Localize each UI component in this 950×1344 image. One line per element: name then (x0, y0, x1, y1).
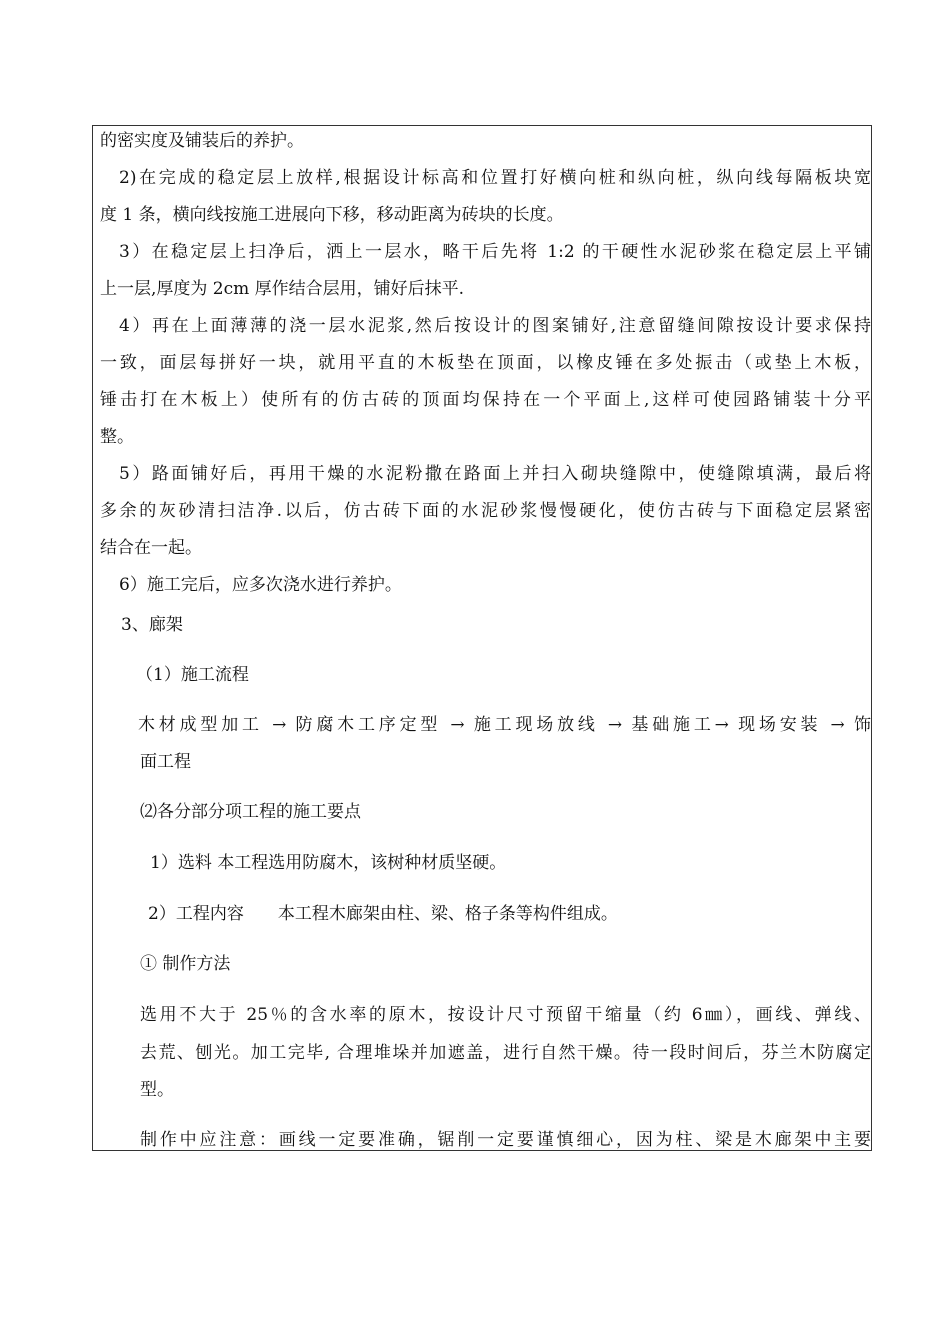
text-line: 结合在一起。 (100, 538, 202, 558)
text-line: 3）在稳定层上扫净后，洒上一层水，略干后先将 1:2 的干硬性水泥砂浆在稳定层上平铺 (119, 242, 871, 262)
text-line: 2)在完成的稳定层上放样,根据设计标高和位置打好横向桩和纵向桩，纵向线每隔板块宽 (119, 168, 871, 188)
document-frame (92, 125, 872, 1151)
text-line: 上一层,厚度为 2cm 厚作结合层用，铺好后抹平. (100, 279, 465, 299)
subsection-heading: ① 制作方法 (140, 954, 231, 974)
text-line: 6）施工完后，应多次浇水进行养护。 (119, 575, 402, 595)
text-line: 制作中应注意：画线一定要准确，锯削一定要谨慎细心，因为柱、梁是木廊架中主要 (140, 1130, 871, 1150)
text-line: 选用不大于 25％的含水率的原木，按设计尺寸预留干缩量（约 6㎜），画线、弹线、 (140, 1005, 871, 1025)
text-line: 整。 (100, 427, 134, 447)
text-line: 度 1 条，横向线按施工进展向下移，移动距离为砖块的长度。 (100, 205, 564, 225)
text-line: 5）路面铺好后，再用干燥的水泥粉撒在路面上并扫入砌块缝隙中，使缝隙填满，最后将 (119, 464, 871, 484)
section-heading: 3、廊架 (121, 615, 183, 635)
text-line: 去荒、刨光。加工完毕, 合理堆垛并加遮盖，进行自然干燥。待一段时间后，芬兰木防腐定 (140, 1043, 871, 1063)
text-line: 一致，面层每拼好一块，就用平直的木板垫在顶面，以橡皮锤在多处振击（或垫上木板， (100, 353, 871, 373)
process-flow-line: 木材成型加工 → 防腐木工序定型 → 施工现场放线 → 基础施工→ 现场安装 → 饰 (138, 715, 871, 735)
text-line: 面工程 (140, 752, 191, 772)
text-line: 4）再在上面薄薄的浇一层水泥浆,然后按设计的图案铺好,注意留缝间隙按设计要求保持 (119, 316, 871, 336)
subsection-heading: （1）施工流程 (136, 665, 249, 685)
subsection-heading: ⑵各分部分项工程的施工要点 (140, 802, 361, 822)
text-line: 多余的灰砂清扫洁净.以后，仿古砖下面的水泥砂浆慢慢硬化，使仿古砖与下面稳定层紧密 (100, 501, 871, 521)
text-line: 锤击打在木板上）使所有的仿古砖的顶面均保持在一个平面上,这样可使园路铺装十分平 (100, 390, 871, 410)
text-line: 1）选料 本工程选用防腐木，该树种材质坚硬。 (150, 853, 507, 873)
text-line: 型。 (140, 1080, 174, 1100)
text-line: 的密实度及铺装后的养护。 (100, 131, 304, 151)
text-line: 2）工程内容 本工程木廊架由柱、梁、格子条等构件组成。 (148, 904, 618, 924)
